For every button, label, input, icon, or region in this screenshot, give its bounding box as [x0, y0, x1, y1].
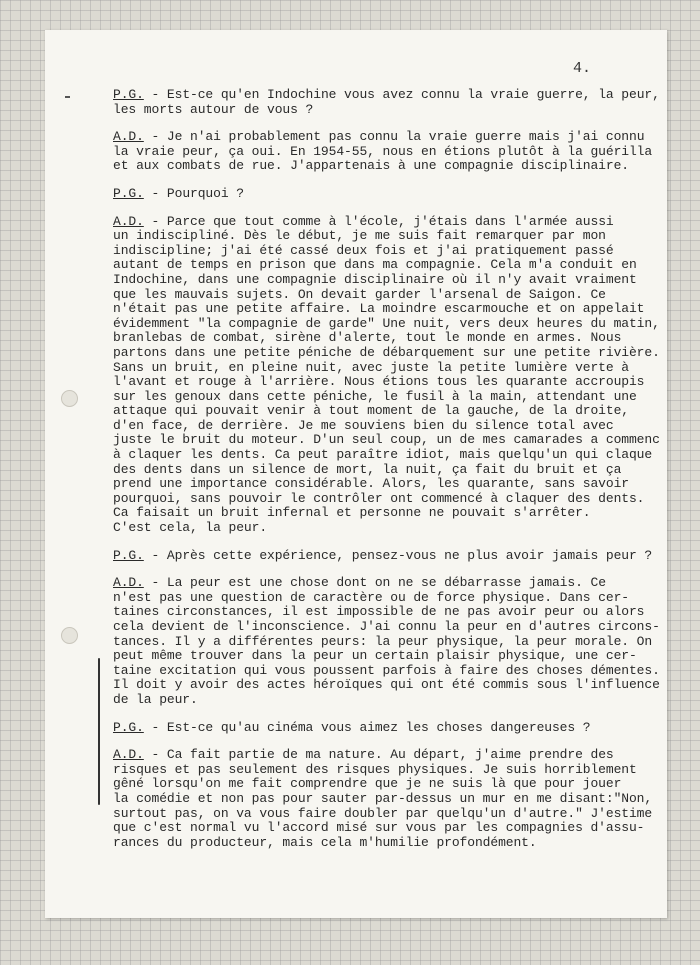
text-line: d'en face, de derrière. Je me souviens bien du silence total avec — [113, 417, 614, 433]
line-text: - Je n'ai probablement pas connu la vraie guerre mais j'ai connu — [143, 129, 645, 145]
text-line: Indochine, dans une compagnie disciplinaire où il n'y avait vraiment — [113, 271, 637, 287]
speaker-initials: P.G. — [113, 185, 144, 201]
text-line: pourquoi, sans pouvoir le contrôler ont commencé à claquer des dents. — [113, 490, 645, 506]
text-line: branlebas de combat, sirène d'alerte, tout le monde en armes. Nous — [113, 330, 622, 346]
line-text: - Après cette expérience, pensez-vous ne plus avoir jamais peur ? — [143, 547, 653, 563]
line-text: - Est-ce qu'en Indochine vous avez connu la vraie guerre, la peur, — [143, 87, 660, 102]
text-line: attaque qui pouvait venir à tout moment de la gauche, de la droite, — [113, 403, 629, 419]
interview-paragraph — [113, 576, 665, 707]
interview-paragraph — [113, 721, 665, 736]
line-text: - Ca fait partie de ma nature. Au départ, j'aime prendre des — [143, 747, 614, 763]
text-line: sur les genoux dans cette péniche, le fusil à la main, attendant une — [113, 388, 637, 404]
speaker-initials: P.G. — [113, 719, 144, 735]
punch-hole-lower — [61, 627, 78, 644]
speaker-initials: A.D. — [113, 575, 144, 591]
text-line — [113, 576, 665, 591]
margin-tick-mark — [65, 96, 70, 98]
text-line: de la peur. — [113, 691, 198, 707]
text-line: évidemment "la compagnie de garde" Une nuit, vers deux heures du matin, — [113, 315, 660, 331]
text-line — [113, 130, 665, 145]
interview-paragraph — [113, 549, 665, 564]
text-line: rances du producteur, mais cela m'humilie profondément. — [113, 834, 537, 850]
speaker-initials: A.D. — [113, 129, 144, 145]
text-line: juste le bruit du moteur. D'un seul coup, un de mes camarades a commenc — [113, 432, 660, 448]
text-line: gêné lorsqu'on me fait comprendre que je ne suis là que pour jouer — [113, 776, 622, 792]
text-line: peut même trouver dans la peur un certain plaisir physique, une cer- — [113, 648, 637, 664]
text-line: indiscipline; j'ai été cassé deux fois et j'ai pratiquement passé — [113, 242, 614, 258]
text-line — [113, 721, 665, 736]
text-line: C'est cela, la peur. — [113, 520, 268, 536]
document-page — [45, 30, 667, 918]
text-line: que les mauvais sujets. On devait garder l'arsenal de Saigon. Ce — [113, 286, 606, 302]
text-line: Sans un bruit, en pleine nuit, avec juste la petite lumière verte à — [113, 359, 629, 375]
page-number: 4. — [573, 60, 592, 77]
text-line: taine excitation qui vous poussent parfois à faire des choses démentes. — [113, 662, 660, 678]
line-text: - La peur est une chose dont on ne se débarrasse jamais. Ce — [143, 575, 606, 591]
text-line — [113, 187, 665, 202]
interview-paragraph — [113, 88, 665, 117]
text-line — [113, 748, 665, 763]
text-line: à claquer les dents. Ca peut paraître idiot, mais quelqu'un qui claque — [113, 447, 653, 463]
text-line: risques et pas seulement des risques physiques. Je suis horriblement — [113, 761, 637, 777]
text-line: un indiscipliné. Dès le début, je me suis fait remarquer par mon — [113, 228, 606, 244]
interview-paragraph — [113, 215, 665, 536]
margin-annotation-line — [98, 658, 100, 805]
line-text: - Pourquoi ? — [143, 185, 244, 201]
text-line — [113, 88, 665, 103]
line-text: - Est-ce qu'au cinéma vous aimez les choses dangereuses ? — [143, 719, 591, 735]
text-line: taines circonstances, il est impossible de ne pas avoir peur ou alors — [113, 604, 645, 620]
interview-paragraph — [113, 748, 665, 850]
text-line: la comédie et non pas pour sauter par-dessus un mur en me disant:"Non, — [113, 790, 653, 806]
text-line: les morts autour de vous ? — [113, 101, 314, 117]
text-line: surtout pas, on va vous faire doubler par quelqu'un d'autre." J'estime — [113, 805, 653, 821]
interview-paragraph — [113, 187, 665, 202]
text-line — [113, 215, 665, 230]
text-line: autant de temps en prison que dans ma compagnie. Cela m'a conduit en — [113, 257, 637, 273]
interview-text — [113, 88, 665, 863]
text-line: Il doit y avoir des actes héroïques qui ont été commis sous l'influence — [113, 677, 660, 693]
text-line: et aux combats de rue. J'appartenais à une compagnie disciplinaire. — [113, 158, 629, 174]
text-line: l'avant et rouge à l'arrière. Nous étions tous les quarante accroupis — [113, 374, 645, 390]
text-line: prend une importance considérable. Alors, les quarante, sans savoir — [113, 476, 629, 492]
text-line: la vraie peur, ça oui. En 1954-55, nous en étions plutôt à la guérilla — [113, 143, 653, 159]
punch-hole-upper — [61, 390, 78, 407]
text-line: n'est pas une question de caractère ou de force physique. Dans cer- — [113, 589, 629, 605]
text-line: des dents dans un silence de mort, la nuit, ça fait du bruit et ça — [113, 461, 622, 477]
text-line: cela devient de l'inconscience. J'ai connu la peur en d'autres circons- — [113, 619, 660, 634]
speaker-initials: P.G. — [113, 87, 144, 102]
interview-paragraph — [113, 130, 665, 174]
speaker-initials: P.G. — [113, 547, 144, 563]
speaker-initials: A.D. — [113, 747, 144, 763]
text-line: partons dans une petite péniche de débarquement sur une petite rivière. — [113, 344, 660, 360]
text-line: que c'est normal vu l'accord misé sur vous par les compagnies d'assu- — [113, 820, 645, 836]
text-line: tances. Il y a différentes peurs: la peur physique, la peur morale. On — [113, 633, 653, 649]
text-line: n'était pas une petite affaire. La moindre escarmouche et on appelait — [113, 301, 645, 317]
line-text: - Parce que tout comme à l'école, j'étais dans l'armée aussi — [143, 213, 614, 229]
text-line — [113, 549, 665, 564]
text-line: Ca faisait un bruit infernal et personne ne pouvait s'arrêter. — [113, 505, 591, 521]
speaker-initials: A.D. — [113, 213, 144, 229]
